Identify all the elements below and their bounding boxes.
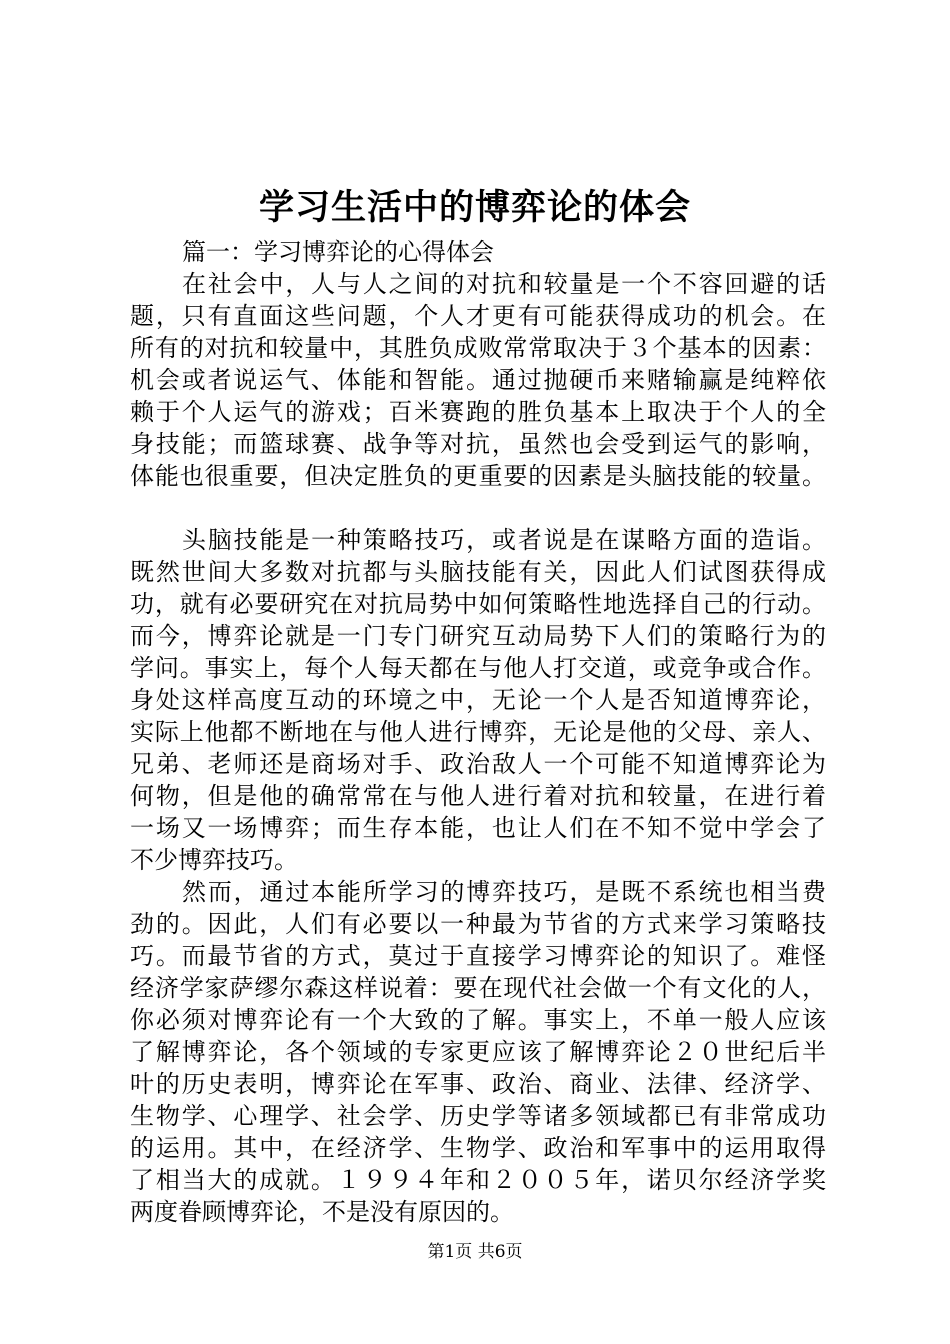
paragraph-line: 既然世间大多数对抗都与头脑技能有关，因此人们试图获得成: [130, 558, 826, 586]
paragraph-line: 而今，博弈论就是一门专门研究互动局势下人们的策略行为的: [130, 622, 826, 650]
paragraph-line: 你必须对博弈论有一个大致的了解。事实上，不单一般人应该: [130, 1006, 826, 1034]
paragraph-line: 身处这样高度互动的环境之中，无论一个人是否知道博弈论，: [130, 686, 826, 714]
paragraph-line: 体能也很重要，但决定胜负的更重要的因素是头脑技能的较量。: [130, 462, 826, 490]
paragraph-line: 巧。而最节省的方式，莫过于直接学习博弈论的知识了。难怪: [130, 942, 826, 970]
paragraph-line: 实际上他都不断地在与他人进行博弈，无论是他的父母、亲人、: [130, 718, 826, 746]
paragraph-line: 何物，但是他的确常常在与他人进行着对抗和较量，在进行着: [130, 782, 826, 810]
paragraph-line: 一场又一场博弈；而生存本能，也让人们在不知不觉中学会了: [130, 814, 826, 842]
paragraph-line: 叶的历史表明，博弈论在军事、政治、商业、法律、经济学、: [130, 1070, 826, 1098]
paragraph-line: 生物学、心理学、社会学、历史学等诸多领域都已有非常成功: [130, 1102, 826, 1130]
paragraph-line: 题，只有直面这些问题，个人才更有可能获得成功的机会。在: [130, 302, 826, 330]
paragraph-line: 兄弟、老师还是商场对手、政治敌人一个可能不知道博弈论为: [130, 750, 826, 778]
paragraph-line: 了相当大的成就。１９９４年和２００５年，诺贝尔经济学奖: [130, 1166, 826, 1194]
paragraph-line: 然而，通过本能所学习的博弈技巧，是既不系统也相当费: [182, 878, 826, 906]
paragraph-line: 了解博弈论，各个领域的专家更应该了解博弈论２０世纪后半: [130, 1038, 826, 1066]
paragraph-line: 机会或者说运气、体能和智能。通过抛硬币来赌输赢是纯粹依: [130, 366, 826, 394]
paragraph-line: 经济学家萨缪尔森这样说着：要在现代社会做一个有文化的人，: [130, 974, 826, 1002]
paragraph-line: 学问。事实上，每个人每天都在与他人打交道，或竞争或合作。: [130, 654, 826, 682]
document-body: [130, 236, 826, 1228]
paragraph-line: 的运用。其中，在经济学、生物学、政治和军事中的运用取得: [130, 1134, 826, 1162]
paragraph-line: 功，就有必要研究在对抗局势中如何策略性地选择自己的行动。: [130, 590, 826, 618]
section-heading: 篇一：学习博弈论的心得体会: [182, 238, 494, 266]
document-title: 学习生活中的博弈论的体会: [258, 187, 691, 228]
paragraph-line: 不少博弈技巧。: [130, 846, 298, 874]
paragraph-line: 身技能；而篮球赛、战争等对抗，虽然也会受到运气的影响，: [130, 430, 826, 458]
paragraph-line: 头脑技能是一种策略技巧，或者说是在谋略方面的造诣。: [182, 526, 826, 554]
paragraph-spacer: [130, 492, 826, 524]
paragraph-line: 劲的。因此，人们有必要以一种最为节省的方式来学习策略技: [130, 910, 826, 938]
paragraph-line: 所有的对抗和较量中，其胜负成败常常取决于３个基本的因素：: [130, 334, 826, 362]
paragraph-line: 在社会中，人与人之间的对抗和较量是一个不容回避的话: [182, 270, 826, 298]
paragraph-line: 两度眷顾博弈论，不是没有原因的。: [130, 1198, 514, 1226]
page-footer: 第1页 共6页: [427, 1242, 523, 1262]
paragraph-line: 赖于个人运气的游戏；百米赛跑的胜负基本上取决于个人的全: [130, 398, 826, 426]
